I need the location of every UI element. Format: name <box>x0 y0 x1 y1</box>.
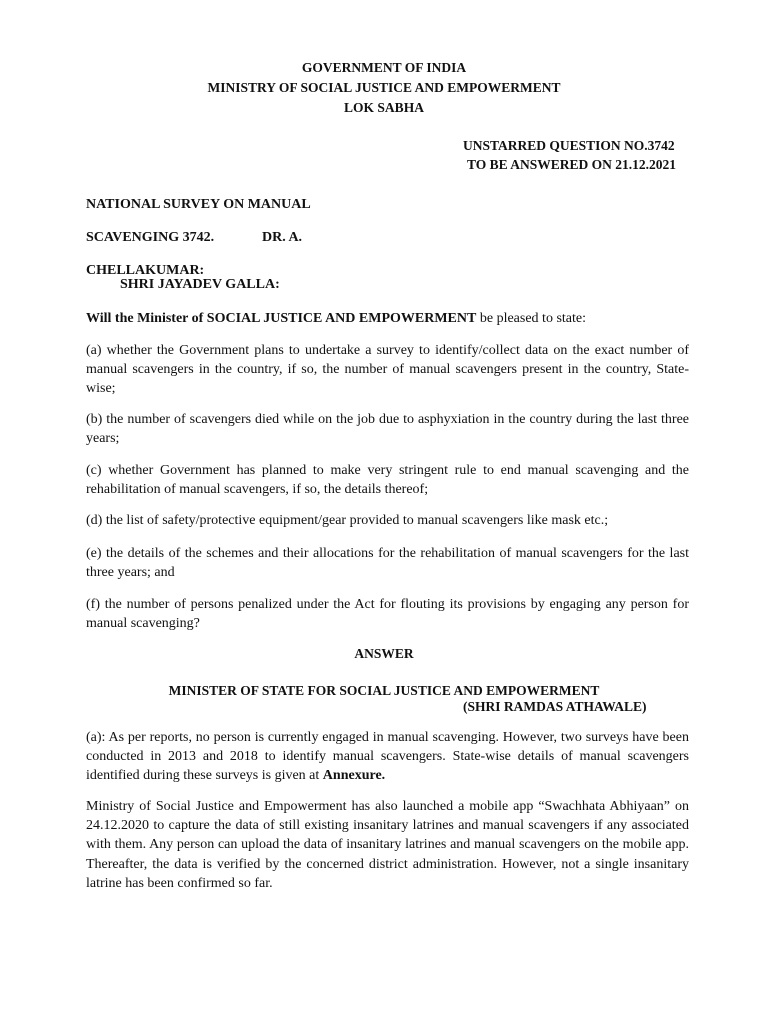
answer-paragraph-1 <box>86 728 689 786</box>
question-f: (f) the number of persons penalized under the Act for flouting its provisions by engaging any person for manual scavenging? <box>86 597 689 632</box>
question-b: (b) the number of scavengers died while on the job due to asphyxiation in the country during the last three years; <box>86 412 689 447</box>
header-house: LOK SABHA <box>344 100 424 115</box>
answer-heading: ANSWER <box>354 646 414 661</box>
subject-title-line2: SCAVENGING 3742. <box>86 230 215 245</box>
member-1-part1: DR. A. <box>262 230 303 245</box>
answer-paragraph-1-text: (a): As per reports, no person is currently engaged in manual scavenging. However, two surveys have been conducted in 2013 and 2018 to identify manual scavengers. State-wise details of manual scavengers identified during these surveys is given at <box>86 730 689 784</box>
header-ministry: MINISTRY OF SOCIAL JUSTICE AND EMPOWERMENT <box>207 80 561 95</box>
question-d: (d) the list of safety/protective equipment/gear provided to manual scavengers like mask etc.; <box>86 513 609 528</box>
intro-sentence <box>86 309 689 328</box>
answer-date: TO BE ANSWERED ON 21.12.2021 <box>467 157 677 172</box>
question-number: UNSTARRED QUESTION NO.3742 <box>463 138 675 153</box>
question-a: (a) whether the Government plans to undertake a survey to identify/collect data on the exact number of manual scavengers in the country, if so, the number of manual scavengers present in the country, State-wise; <box>86 343 689 397</box>
question-e: (e) the details of the schemes and their allocations for the rehabilitation of manual scavengers for the last three years; and <box>86 546 689 581</box>
minister-title: MINISTER OF STATE FOR SOCIAL JUSTICE AND EMPOWERMENT <box>168 683 600 698</box>
minister-name: (SHRI RAMDAS ATHAWALE) <box>463 699 647 714</box>
intro-bold: Will the Minister of SOCIAL JUSTICE AND EMPOWERMENT <box>86 311 477 326</box>
member-1-part2: CHELLAKUMAR: <box>86 263 205 278</box>
subject-title-line1: NATIONAL SURVEY ON MANUAL <box>86 197 311 212</box>
header-government: GOVERNMENT OF INDIA <box>301 60 467 75</box>
annexure-reference: Annexure. <box>322 768 386 784</box>
question-c: (c) whether Government has planned to make very stringent rule to end manual scavenging and the rehabilitation of manual scavengers, if so, the details thereof; <box>86 463 689 498</box>
member-2: SHRI JAYADEV GALLA: <box>120 277 280 292</box>
intro-rest: be pleased to state: <box>476 311 586 326</box>
answer-paragraph-2: Ministry of Social Justice and Empowerment has also launched a mobile app “Swachhata Abhiyaan” on 24.12.2020 to capture the data of still existing insanitary latrines and manual scavengers if any associated with them. Any person can upload the data of insanitary latrines and manual scavengers on the mobile app. Thereafter, the data is verified by the concerned district administration. However, not a single insanitary latrine has been confirmed so far. <box>86 799 689 891</box>
